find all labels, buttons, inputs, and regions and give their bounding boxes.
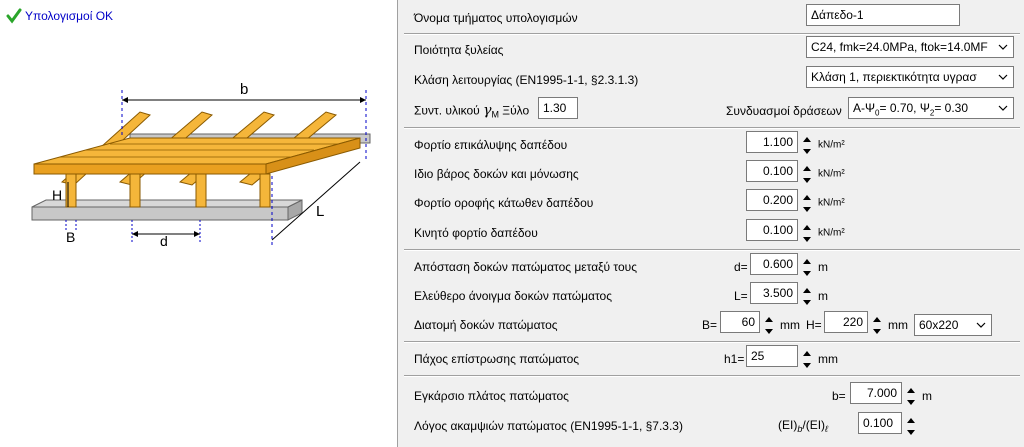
spin-up-icon[interactable] bbox=[800, 285, 814, 295]
stiffness-ratio-label: Λόγος ακαμψιών πατώματος (EN1995-1-1, §7.3.3) bbox=[414, 419, 683, 433]
spin-down-icon[interactable] bbox=[870, 326, 884, 336]
divider bbox=[404, 33, 1020, 35]
spin-down-icon[interactable] bbox=[800, 204, 814, 214]
spin-down-icon[interactable] bbox=[762, 326, 776, 336]
floor-thickness-unit: mm bbox=[818, 352, 838, 366]
beam-span-unit: m bbox=[818, 289, 828, 303]
dim-d-label: d bbox=[160, 233, 168, 249]
beam-width-unit: mm bbox=[780, 318, 800, 332]
beam-self-weight-label: Ιδιο βάρος δοκών και μόνωσης bbox=[414, 167, 579, 181]
stiffness-ratio-input[interactable]: 0.100 bbox=[858, 412, 902, 434]
spin-up-icon[interactable] bbox=[904, 385, 918, 395]
beam-width-prefix: B= bbox=[702, 318, 718, 332]
beam-width-input[interactable]: 60 bbox=[720, 311, 760, 333]
gamma-subscript: M bbox=[491, 109, 499, 120]
spin-down-icon[interactable] bbox=[800, 268, 814, 278]
divider bbox=[404, 127, 1020, 129]
stiffness-ratio-spinner[interactable] bbox=[904, 415, 918, 437]
beam-span-spinner[interactable] bbox=[800, 285, 814, 307]
divider bbox=[404, 375, 1020, 377]
ei-sub-b: b bbox=[797, 424, 803, 435]
beam-span-label: Ελεύθερο άνοιγμα δοκών πατώματος bbox=[414, 289, 613, 303]
floor-width-input[interactable]: 7.000 bbox=[850, 382, 902, 404]
beam-section-label: Διατομή δοκών πατώματος bbox=[414, 318, 558, 332]
material-factor-label bbox=[414, 102, 529, 119]
row-beam-span bbox=[400, 282, 1024, 310]
spin-down-icon[interactable] bbox=[904, 427, 918, 437]
spin-up-icon[interactable] bbox=[800, 134, 814, 144]
spin-down-icon[interactable] bbox=[800, 146, 814, 156]
load-combinations-label: Συνδυασμοί δράσεων bbox=[726, 104, 842, 118]
live-load-unit: kN/m² bbox=[818, 227, 845, 239]
ceiling-load-input[interactable]: 0.200 bbox=[746, 189, 798, 211]
row-floor-thickness bbox=[400, 345, 1024, 373]
floor-thickness-input[interactable]: 25 bbox=[746, 345, 798, 367]
floor-width-unit: m bbox=[922, 389, 932, 403]
service-class-select[interactable] bbox=[806, 66, 1014, 88]
floor-thickness-label: Πάχος επίστρωσης πατώματος bbox=[414, 352, 580, 366]
service-class-label: Κλάση λειτουργίας (EN1995-1-1, §2.3.1.3) bbox=[414, 73, 639, 87]
section-name-input[interactable]: Δάπεδο-1 bbox=[806, 4, 960, 26]
chevron-down-icon bbox=[973, 315, 989, 335]
live-load-input[interactable]: 0.100 bbox=[746, 219, 798, 241]
ei-a: (EI) bbox=[778, 417, 798, 432]
beam-height-prefix: H= bbox=[806, 318, 822, 332]
spin-up-icon[interactable] bbox=[800, 256, 814, 266]
beam-height-input[interactable]: 220 bbox=[824, 311, 868, 333]
calc-status bbox=[6, 8, 113, 24]
beam-spacing-input[interactable]: 0.600 bbox=[750, 253, 798, 275]
row-floor-covering-load bbox=[400, 131, 1024, 159]
live-load-spinner[interactable] bbox=[800, 222, 814, 244]
service-class-value: Κλάση 1, περιεκτικότητα υγρασ bbox=[811, 70, 977, 84]
spin-down-icon[interactable] bbox=[904, 397, 918, 407]
row-live-load bbox=[400, 219, 1024, 247]
live-load-label: Κινητό φορτίο δαπέδου bbox=[414, 226, 538, 240]
chevron-down-icon bbox=[995, 67, 1011, 87]
divider bbox=[404, 249, 1020, 251]
row-beam-section bbox=[400, 311, 1024, 339]
ei-slash: / bbox=[802, 417, 806, 432]
row-stiffness-ratio bbox=[400, 412, 1024, 440]
floor-covering-load-spinner[interactable] bbox=[800, 134, 814, 156]
dim-B-label: B bbox=[66, 229, 76, 245]
load-combinations-select[interactable] bbox=[848, 97, 1014, 119]
spin-up-icon[interactable] bbox=[800, 348, 814, 358]
beam-self-weight-unit: kN/m² bbox=[818, 168, 845, 180]
dim-b-label: b bbox=[240, 81, 249, 98]
input-panel bbox=[400, 0, 1024, 447]
wood-quality-select[interactable] bbox=[806, 36, 1014, 58]
floor-thickness-spinner[interactable] bbox=[800, 348, 814, 370]
row-material-factor bbox=[400, 97, 1024, 125]
row-beam-self-weight bbox=[400, 160, 1024, 188]
floor-width-spinner[interactable] bbox=[904, 385, 918, 407]
dim-H-label: H bbox=[52, 187, 63, 203]
ceiling-load-label: Φορτίο οροφής κάτωθεν δαπέδου bbox=[414, 196, 594, 210]
floor-width-label: Εγκάρσιο πλάτος πατώματος bbox=[414, 389, 569, 403]
chevron-down-icon bbox=[995, 98, 1011, 118]
wood-quality-value: C24, fmk=24.0MPa, ftok=14.0MF bbox=[811, 40, 988, 54]
ceiling-load-spinner[interactable] bbox=[800, 192, 814, 214]
check-icon bbox=[6, 8, 22, 24]
spin-up-icon[interactable] bbox=[800, 222, 814, 232]
beam-width-spinner[interactable] bbox=[762, 314, 776, 336]
row-service-class bbox=[400, 66, 1024, 94]
beam-span-prefix: L= bbox=[734, 289, 748, 303]
section-name-label: Όνομα τμήματος υπολογισμών bbox=[414, 11, 578, 25]
material-factor-input[interactable]: 1.30 bbox=[538, 97, 578, 119]
floor-thickness-prefix: h1= bbox=[724, 352, 745, 366]
combo-part-a: Α-Ψ bbox=[853, 101, 876, 115]
floor-covering-load-unit: kN/m² bbox=[818, 139, 845, 151]
floor-diagram bbox=[20, 70, 380, 270]
spin-up-icon[interactable] bbox=[870, 314, 884, 324]
wood-quality-label: Ποιότητα ξυλείας bbox=[414, 43, 504, 57]
spin-up-icon[interactable] bbox=[904, 415, 918, 425]
row-floor-width bbox=[400, 382, 1024, 410]
beam-height-spinner[interactable] bbox=[870, 314, 884, 336]
beam-self-weight-input[interactable]: 0.100 bbox=[746, 160, 798, 182]
chevron-down-icon bbox=[995, 37, 1011, 57]
floor-width-prefix: b= bbox=[832, 389, 846, 403]
combo-sub2: 2 bbox=[929, 108, 935, 118]
combo-part-b: = 0.70, Ψ bbox=[879, 101, 930, 115]
diagram-panel bbox=[0, 0, 398, 447]
material-factor-prefix: Συντ. υλικού bbox=[414, 103, 480, 118]
beam-height-unit: mm bbox=[888, 318, 908, 332]
combo-part-c: = 0.30 bbox=[934, 101, 969, 115]
status-text: Υπολογισμοί ΟΚ bbox=[25, 9, 114, 23]
row-section-name bbox=[400, 4, 1024, 32]
row-ceiling-load bbox=[400, 189, 1024, 217]
row-beam-spacing bbox=[400, 253, 1024, 281]
divider bbox=[404, 341, 1020, 343]
beam-spacing-prefix: d= bbox=[734, 260, 748, 274]
beam-spacing-label: Απόσταση δοκών πατώματος μεταξύ τους bbox=[414, 260, 638, 274]
spin-up-icon[interactable] bbox=[762, 314, 776, 324]
beam-section-preset-value: 60x220 bbox=[919, 318, 959, 332]
spin-down-icon[interactable] bbox=[800, 360, 814, 370]
ceiling-load-unit: kN/m² bbox=[818, 197, 845, 209]
ei-b: (EI) bbox=[805, 417, 826, 432]
beam-span-input[interactable]: 3.500 bbox=[750, 282, 798, 304]
spin-down-icon[interactable] bbox=[800, 175, 814, 185]
combo-sub0: 0 bbox=[875, 108, 880, 118]
load-combinations-value bbox=[853, 98, 995, 119]
beam-spacing-unit: m bbox=[818, 260, 828, 274]
material-factor-suffix: Ξύλο bbox=[502, 103, 530, 118]
spin-up-icon[interactable] bbox=[800, 192, 814, 202]
beam-section-preset-select[interactable] bbox=[914, 314, 992, 336]
row-wood-quality bbox=[400, 36, 1024, 64]
beam-self-weight-spinner[interactable] bbox=[800, 163, 814, 185]
floor-covering-load-label: Φορτίο επικάλυψης δαπέδου bbox=[414, 138, 568, 152]
dim-L-label: L bbox=[316, 203, 325, 220]
ei-sub-l: ℓ bbox=[825, 424, 828, 435]
gamma-symbol: γ bbox=[483, 102, 492, 119]
beam-spacing-spinner[interactable] bbox=[800, 256, 814, 278]
stiffness-ratio-symbol bbox=[778, 418, 828, 434]
floor-covering-load-input[interactable]: 1.100 bbox=[746, 131, 798, 153]
spin-down-icon[interactable] bbox=[800, 234, 814, 244]
spin-up-icon[interactable] bbox=[800, 163, 814, 173]
spin-down-icon[interactable] bbox=[800, 297, 814, 307]
